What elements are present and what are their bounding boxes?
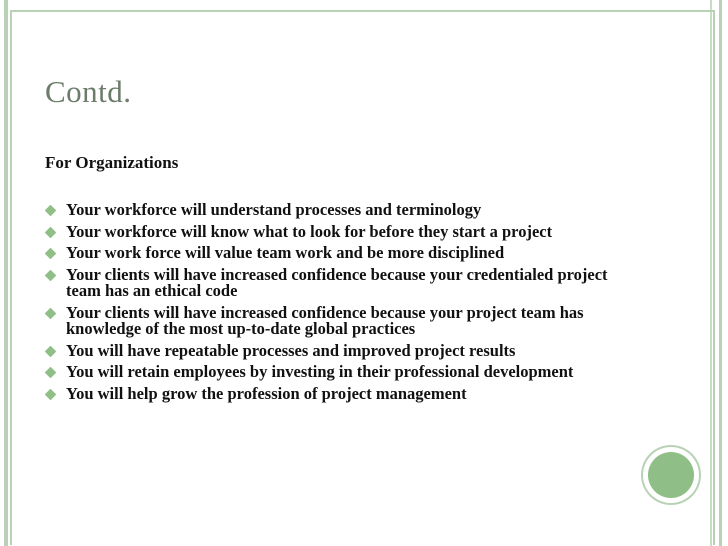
square-bullet-icon [45,226,57,238]
slide-subheading: For Organizations [45,153,179,172]
square-bullet-icon [45,307,57,319]
bullet-text: You will retain employees by investing in their professional development [66,362,574,381]
right-border-stripe [719,0,722,546]
bullet-text: You will help grow the profession of project management [66,383,467,403]
square-bullet-icon [45,269,57,281]
green-circle-icon [648,452,694,498]
bullet-text: Your clients will have increased confidence because your credentialed project team has an ethical code [66,264,608,300]
bullet-list [45,202,615,407]
bullet-item [45,264,615,300]
square-bullet-icon [45,248,57,260]
bullet-text: Your clients will have increased confidence because your project team has knowledge of the most up-to-date global practices [66,302,584,338]
square-bullet-icon [45,205,57,217]
bullet-item [45,340,615,360]
bullet-text: Your workforce will know what to look for before they start a project [66,221,553,241]
bullet-item [45,245,615,262]
bullet-text: Your workforce will understand processes and terminology [66,200,482,219]
bullet-text: You will have repeatable processes and improved project results [66,340,516,360]
bullet-item [45,221,615,241]
left-border-stripe [4,0,8,546]
bullet-item [45,302,615,338]
square-bullet-icon [45,388,57,400]
bullet-item [45,364,615,381]
bullet-item [45,202,615,219]
slide-title: Contd. [45,74,132,109]
square-bullet-icon [45,345,57,357]
square-bullet-icon [45,367,57,379]
bullet-item [45,383,615,403]
bullet-text: Your work force will value team work and be more disciplined [66,243,505,262]
